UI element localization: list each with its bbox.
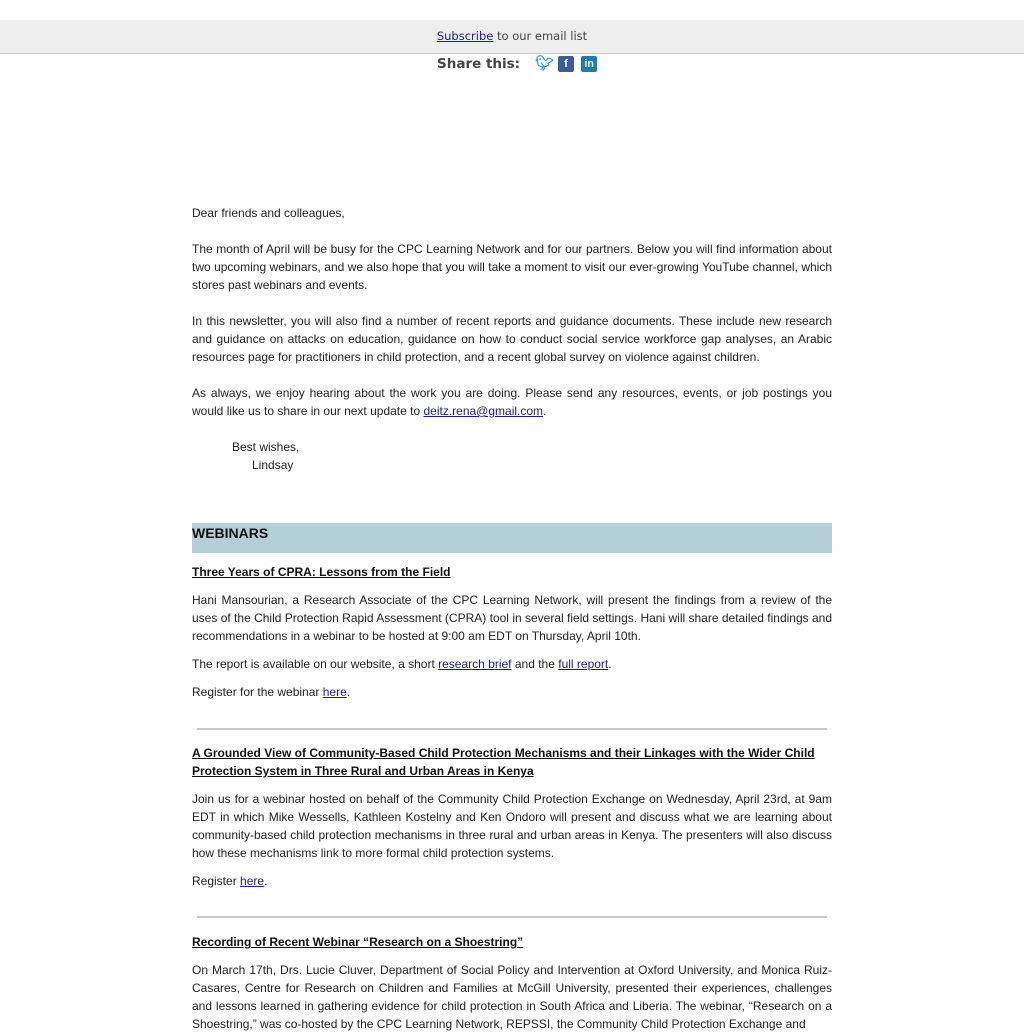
share-bar (437, 54, 597, 74)
full-report-link[interactable]: full report (558, 657, 609, 671)
linkedin-icon[interactable]: in (581, 56, 597, 72)
share-label: Share this: (437, 56, 521, 72)
subscribe-text: to our email list (493, 29, 588, 43)
webinar-1-title: Three Years of CPRA: Lessons from the Field (192, 565, 451, 579)
register-text: Register for the webinar (192, 685, 323, 699)
register-text: Register (192, 874, 241, 888)
intro-p3-text: As always, we enjoy hearing about the work you are doing. Please send any resources, events, or job postings you would like us to share in our next update to (192, 386, 832, 418)
webinar-1-report: The report is available on our website, a short research brief and the full report. (192, 657, 612, 671)
intro-paragraph-1: The month of April will be busy for the CPC Learning Network and for our partners. Below you will find information about two upcoming webinars, and we also hope that you will take a moment to visit our ever-growing YouTube channel, which stores past webinars and events. (192, 242, 832, 292)
twitter-icon[interactable]: 🐦︎ (535, 55, 555, 72)
email-link[interactable]: deitz.rena@gmail.com (423, 404, 544, 418)
subscribe-bar (0, 20, 1024, 54)
greeting: Dear friends and colleagues, (192, 206, 345, 220)
webinar-1-body: Hani Mansourian, a Research Associate of the CPC Learning Network, will present the findings from a review of the uses of the Child Protection Rapid Assessment (CPRA) tool in several field settings. Hani will share detailed findings and recommendations in a webinar to be hosted at 9:00 am EDT on Thursday, April 10th. (192, 593, 832, 643)
subscribe-link[interactable]: Subscribe (436, 29, 494, 43)
facebook-icon[interactable]: f (558, 56, 574, 72)
divider (197, 728, 827, 730)
intro-paragraph-3: As always, we enjoy hearing about the work you are doing. Please send any resources, events, or job postings you would like us to share in our next update to deitz.rena@gmail.com. (192, 386, 832, 418)
divider (197, 916, 827, 918)
webinar-3-title: Recording of Recent Webinar “Research on a Shoestring” (192, 935, 524, 949)
webinar-2-title: A Grounded View of Community-Based Child Protection Mechanisms and their Linkages with the Wider Child Protection System in Three Rural and Urban Areas in Kenya (192, 746, 815, 778)
report-text-mid: and the (511, 657, 559, 671)
webinar-3-body: On March 17th, Drs. Lucie Cluver, Department of Social Policy and Intervention at Oxford University, and Monica Ruiz-Casares, Centre for Research on Children and Families at McGill University, presented their experiences, challenges and lessons learned in gathering evidence for child protection in South Africa and Liberia. The webinar, “Research on a Shoestring,” was co-hosted by the CPC Learning Network, REPSSI, the Community Child Protection Exchange and (192, 963, 832, 1031)
webinar-2-register: Register here. (192, 874, 268, 888)
signature: Lindsay (252, 458, 294, 472)
webinar-2-body: Join us for a webinar hosted on behalf of the Community Child Protection Exchange on Wednesday, April 23rd, at 9am EDT in which Mike Wessells, Kathleen Kostelny and Ken Ondoro will present and discuss what we are learning about community-based child protection mechanisms in three rural and urban areas in Kenya. The presenters will also discuss how these mechanisms link to more formal child protection systems. (192, 792, 832, 860)
closing: Best wishes, (232, 440, 300, 454)
intro-paragraph-2: In this newsletter, you will also find a number of recent reports and guidance documents. These include new research and guidance on attacks on education, guidance on how to conduct social service workforce gap analyses, an Arabic resources page for practitioners in child protection, and a recent global survey on violence against children. (192, 314, 832, 364)
webinar-1-register-link[interactable]: here (322, 685, 347, 699)
webinars-heading: WEBINARS (192, 523, 832, 553)
report-text: The report is available on our website, a short (192, 657, 439, 671)
webinar-2-register-link[interactable]: here (240, 874, 265, 888)
webinar-1-register: Register for the webinar here. (192, 685, 351, 699)
research-brief-link[interactable]: research brief (438, 657, 512, 671)
